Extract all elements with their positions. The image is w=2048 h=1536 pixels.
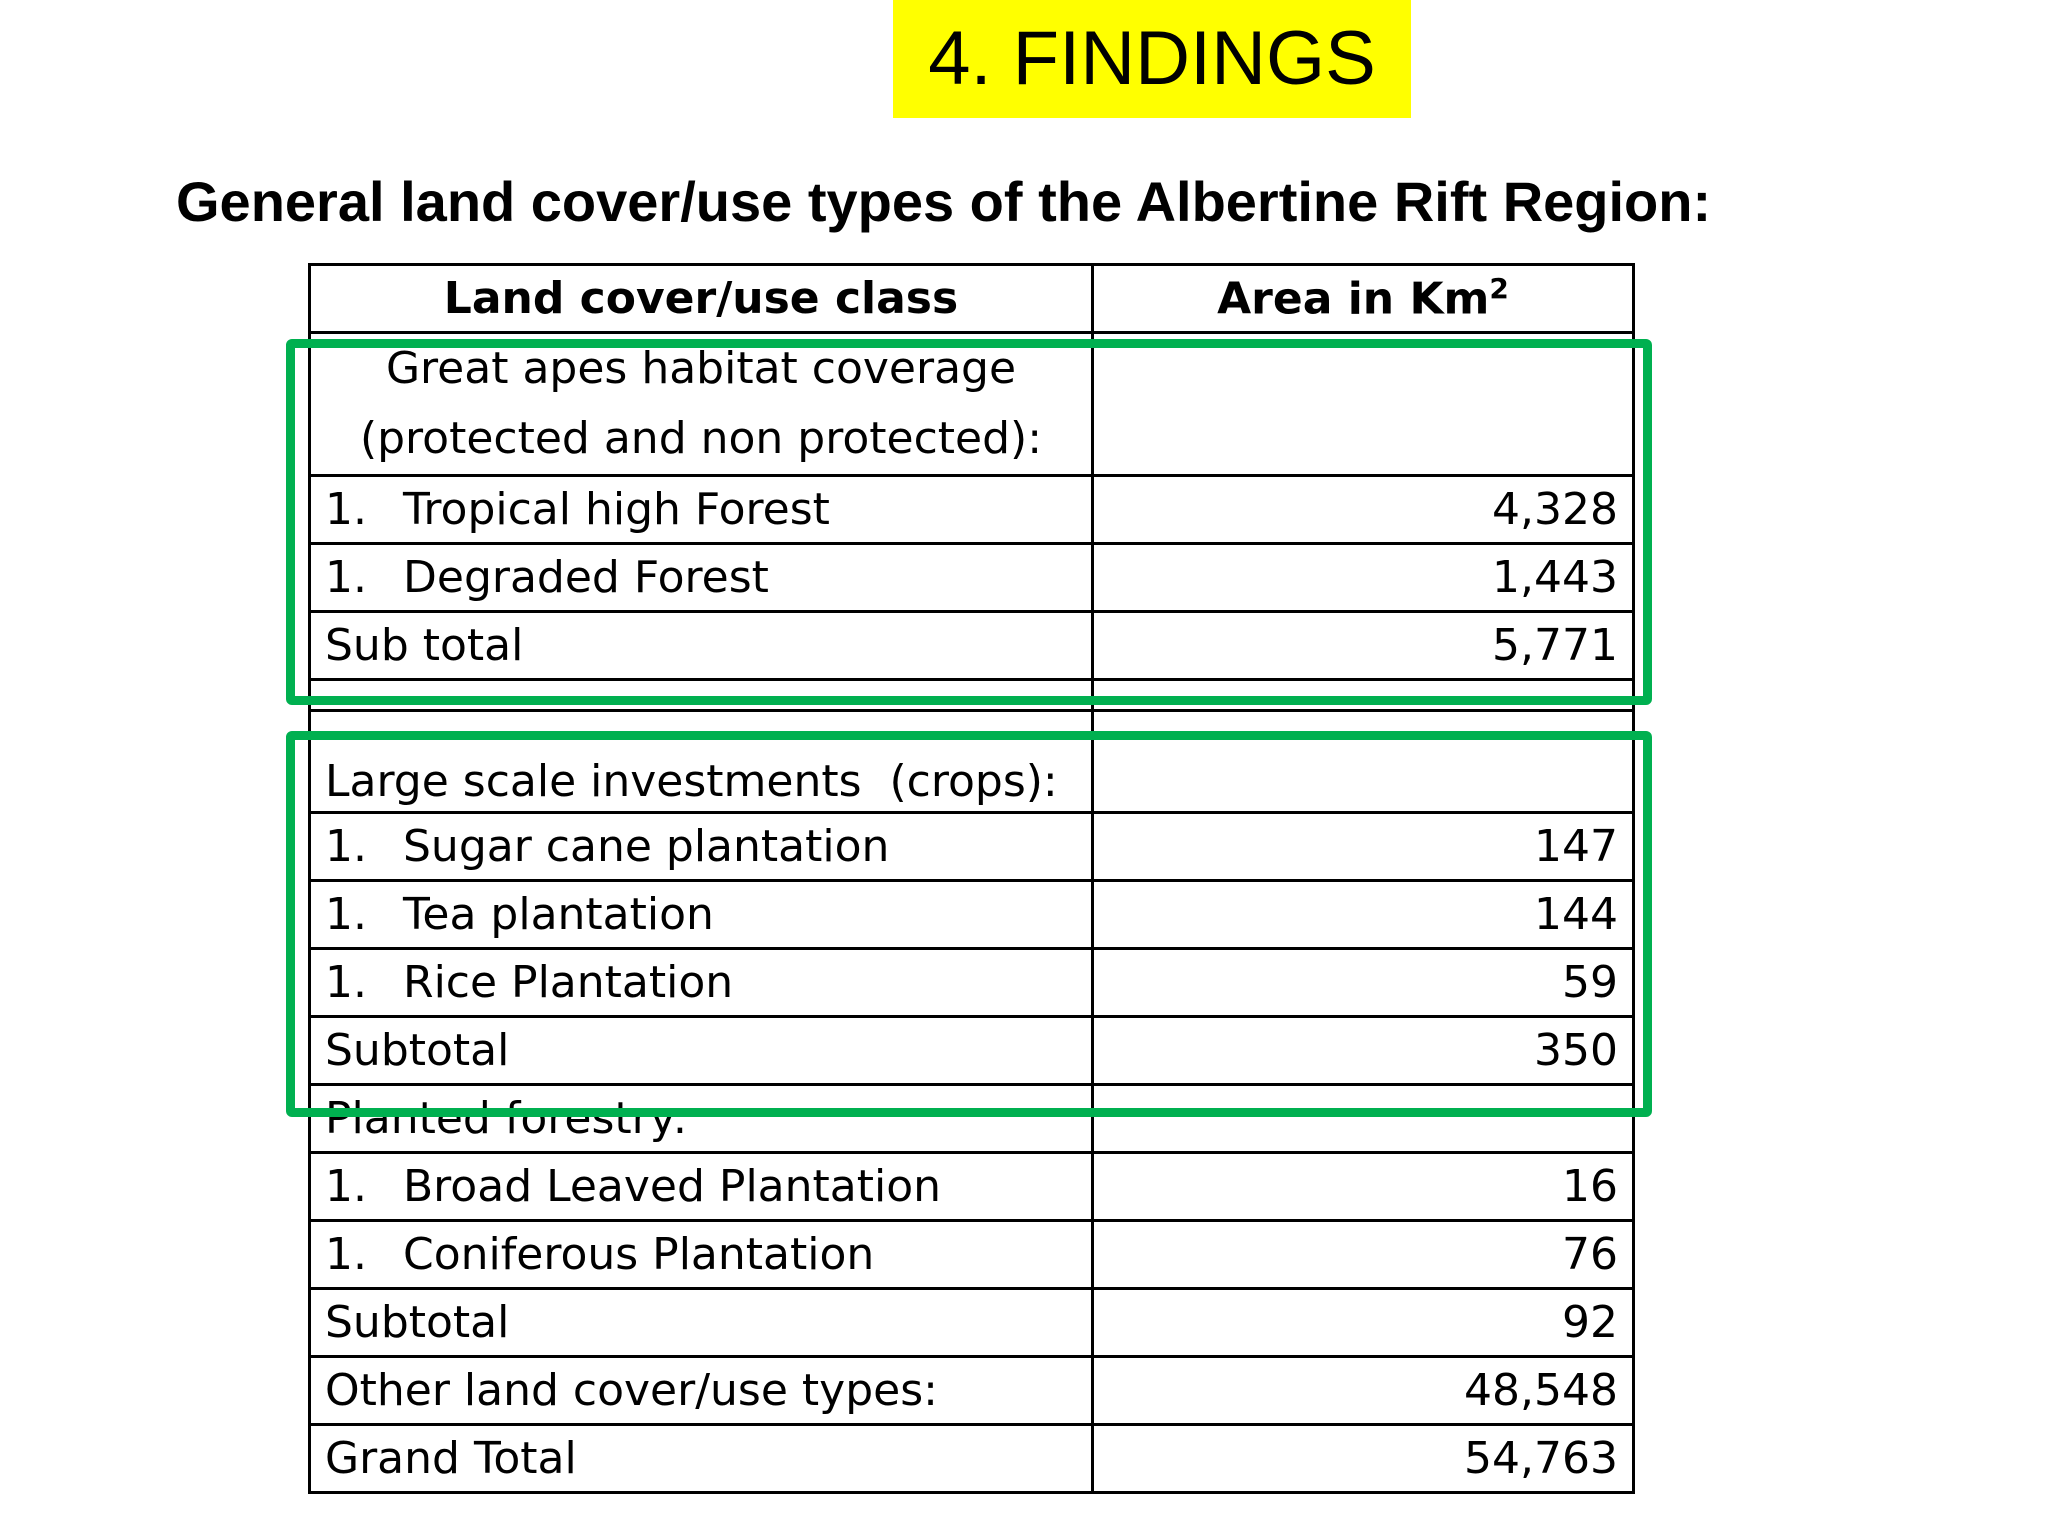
other-value: 48,548 (1093, 1357, 1634, 1425)
great-apes-title (310, 333, 1093, 476)
subtotal-value: 92 (1093, 1289, 1634, 1357)
row-index: 1. (325, 821, 367, 872)
row-index: 1. (325, 484, 367, 535)
planted-forestry-title: Planted forestry: (310, 1085, 1093, 1153)
great-apes-title-line1: Great apes habitat coverage (385, 343, 1017, 394)
great-apes-title-value (1093, 333, 1634, 476)
row-index: 1. (325, 1161, 367, 1212)
subtotal-label: Subtotal (310, 1017, 1093, 1085)
subtotal-value: 5,771 (1093, 612, 1634, 680)
row-text: Broad Leaved Plantation (403, 1161, 942, 1212)
grand-total-value: 54,763 (1093, 1425, 1634, 1493)
row-label (310, 813, 1093, 881)
header-area-label: Area in Km (1217, 273, 1490, 325)
row-value: 1,443 (1093, 544, 1634, 612)
large-scale-title-row (310, 711, 1634, 813)
row-text: Sugar cane plantation (403, 821, 890, 872)
section-heading: 4. FINDINGS (893, 0, 1411, 118)
row-label (310, 1153, 1093, 1221)
row-text: Rice Plantation (403, 957, 734, 1008)
header-area (1093, 265, 1634, 333)
table-row (310, 476, 1634, 544)
great-apes-title-row (310, 333, 1634, 476)
table-row (310, 813, 1634, 881)
row-text: Tea plantation (403, 889, 714, 940)
land-cover-table (308, 263, 1635, 1494)
row-text: Degraded Forest (403, 552, 769, 603)
row-index: 1. (325, 1229, 367, 1280)
spacer-cell (1093, 680, 1634, 711)
planted-forestry-title-value (1093, 1085, 1634, 1153)
large-scale-title-value (1093, 711, 1634, 813)
row-label (310, 949, 1093, 1017)
row-value: 147 (1093, 813, 1634, 881)
slide-subtitle: General land cover/use types of the Albertine Rift Region: (176, 170, 1712, 233)
large-scale-title: Large scale investments (crops): (310, 711, 1093, 813)
grand-total-row (310, 1425, 1634, 1493)
spacer-row (310, 680, 1634, 711)
table-row (310, 544, 1634, 612)
row-text: Tropical high Forest (403, 484, 830, 535)
planted-forestry-title-row (310, 1085, 1634, 1153)
row-label (310, 544, 1093, 612)
row-label (310, 881, 1093, 949)
spacer-cell (310, 680, 1093, 711)
row-value: 4,328 (1093, 476, 1634, 544)
row-text: Coniferous Plantation (403, 1229, 875, 1280)
subtotal-value: 350 (1093, 1017, 1634, 1085)
subtotal-label: Subtotal (310, 1289, 1093, 1357)
table-row (310, 1221, 1634, 1289)
table-row (310, 949, 1634, 1017)
table-row (310, 1153, 1634, 1221)
header-class: Land cover/use class (310, 265, 1093, 333)
subtotal-row (310, 1289, 1634, 1357)
grand-total-label: Grand Total (310, 1425, 1093, 1493)
table-header-row (310, 265, 1634, 333)
subtotal-row (310, 612, 1634, 680)
row-value: 144 (1093, 881, 1634, 949)
row-value: 76 (1093, 1221, 1634, 1289)
subtotal-row (310, 1017, 1634, 1085)
row-index: 1. (325, 889, 367, 940)
great-apes-title-line2: (protected and non protected): (359, 413, 1043, 464)
row-value: 16 (1093, 1153, 1634, 1221)
table-row (310, 881, 1634, 949)
row-index: 1. (325, 552, 367, 603)
row-label (310, 1221, 1093, 1289)
row-index: 1. (325, 957, 367, 1008)
row-value: 59 (1093, 949, 1634, 1017)
other-row (310, 1357, 1634, 1425)
row-label (310, 476, 1093, 544)
subtotal-label: Sub total (310, 612, 1093, 680)
other-label: Other land cover/use types: (310, 1357, 1093, 1425)
header-area-sup: 2 (1489, 272, 1509, 306)
